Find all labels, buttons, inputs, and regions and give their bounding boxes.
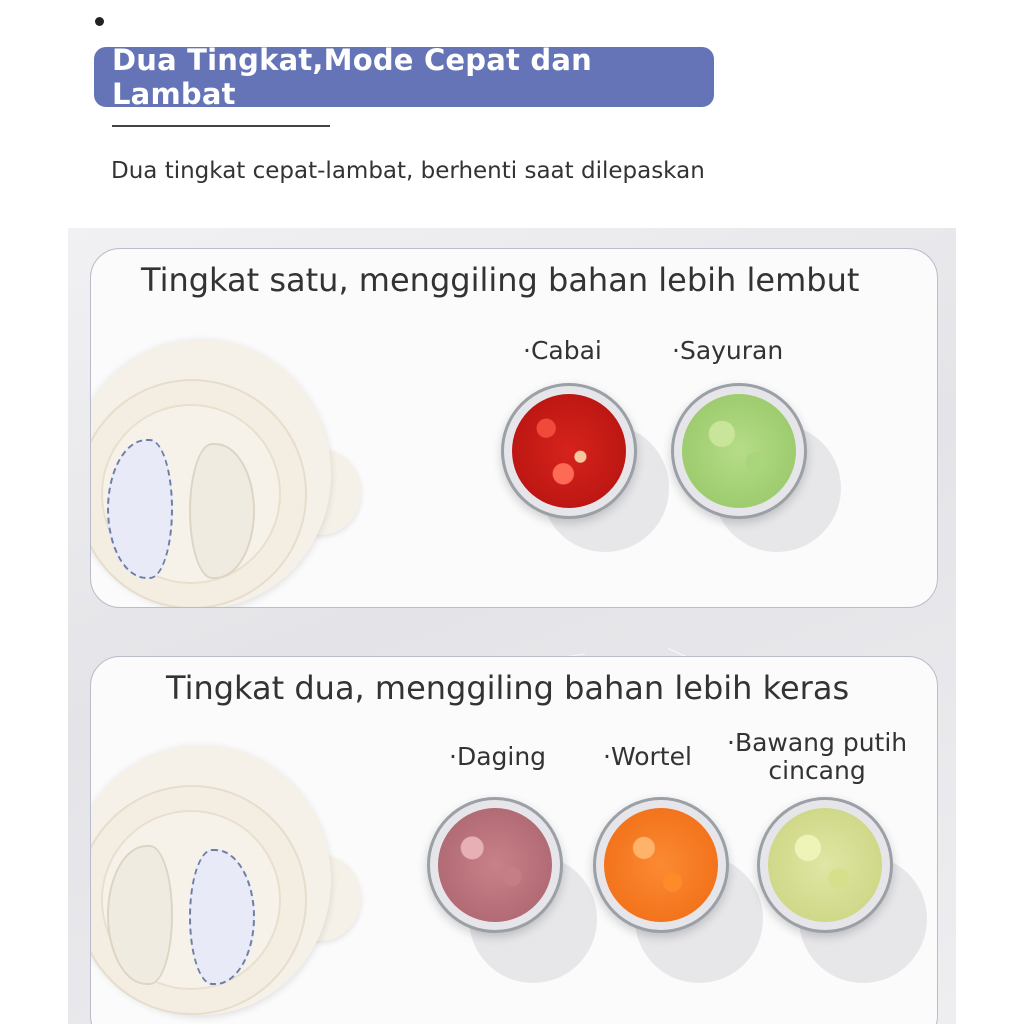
page-title: Dua Tingkat,Mode Cepat dan Lambat (94, 47, 714, 107)
bullet-dot (95, 17, 104, 26)
page-subtitle: Dua tingkat cepat-lambat, berhenti saat dilepaskan (111, 158, 705, 184)
bowl-vegetable (671, 383, 807, 519)
title-underline (112, 125, 330, 127)
level-one-card (90, 248, 938, 608)
item-label-sayuran: ·Sayuran (672, 336, 784, 365)
bowl-meat (427, 797, 563, 933)
item-label-bawang-putih: ·Bawang putih cincang (727, 728, 908, 785)
level-two-card (90, 656, 938, 1024)
product-stage (68, 228, 956, 1024)
level-two-heading: Tingkat dua, menggiling bahan lebih keras (166, 669, 850, 707)
item-label-daging: ·Daging (449, 742, 547, 771)
bowl-garlic (757, 797, 893, 933)
bowl-carrot (593, 797, 729, 933)
item-label-cabai: ·Cabai (523, 336, 602, 365)
level-one-heading: Tingkat satu, menggiling bahan lebih lembut (141, 261, 860, 299)
item-label-wortel: ·Wortel (603, 742, 692, 771)
bowl-chili (501, 383, 637, 519)
